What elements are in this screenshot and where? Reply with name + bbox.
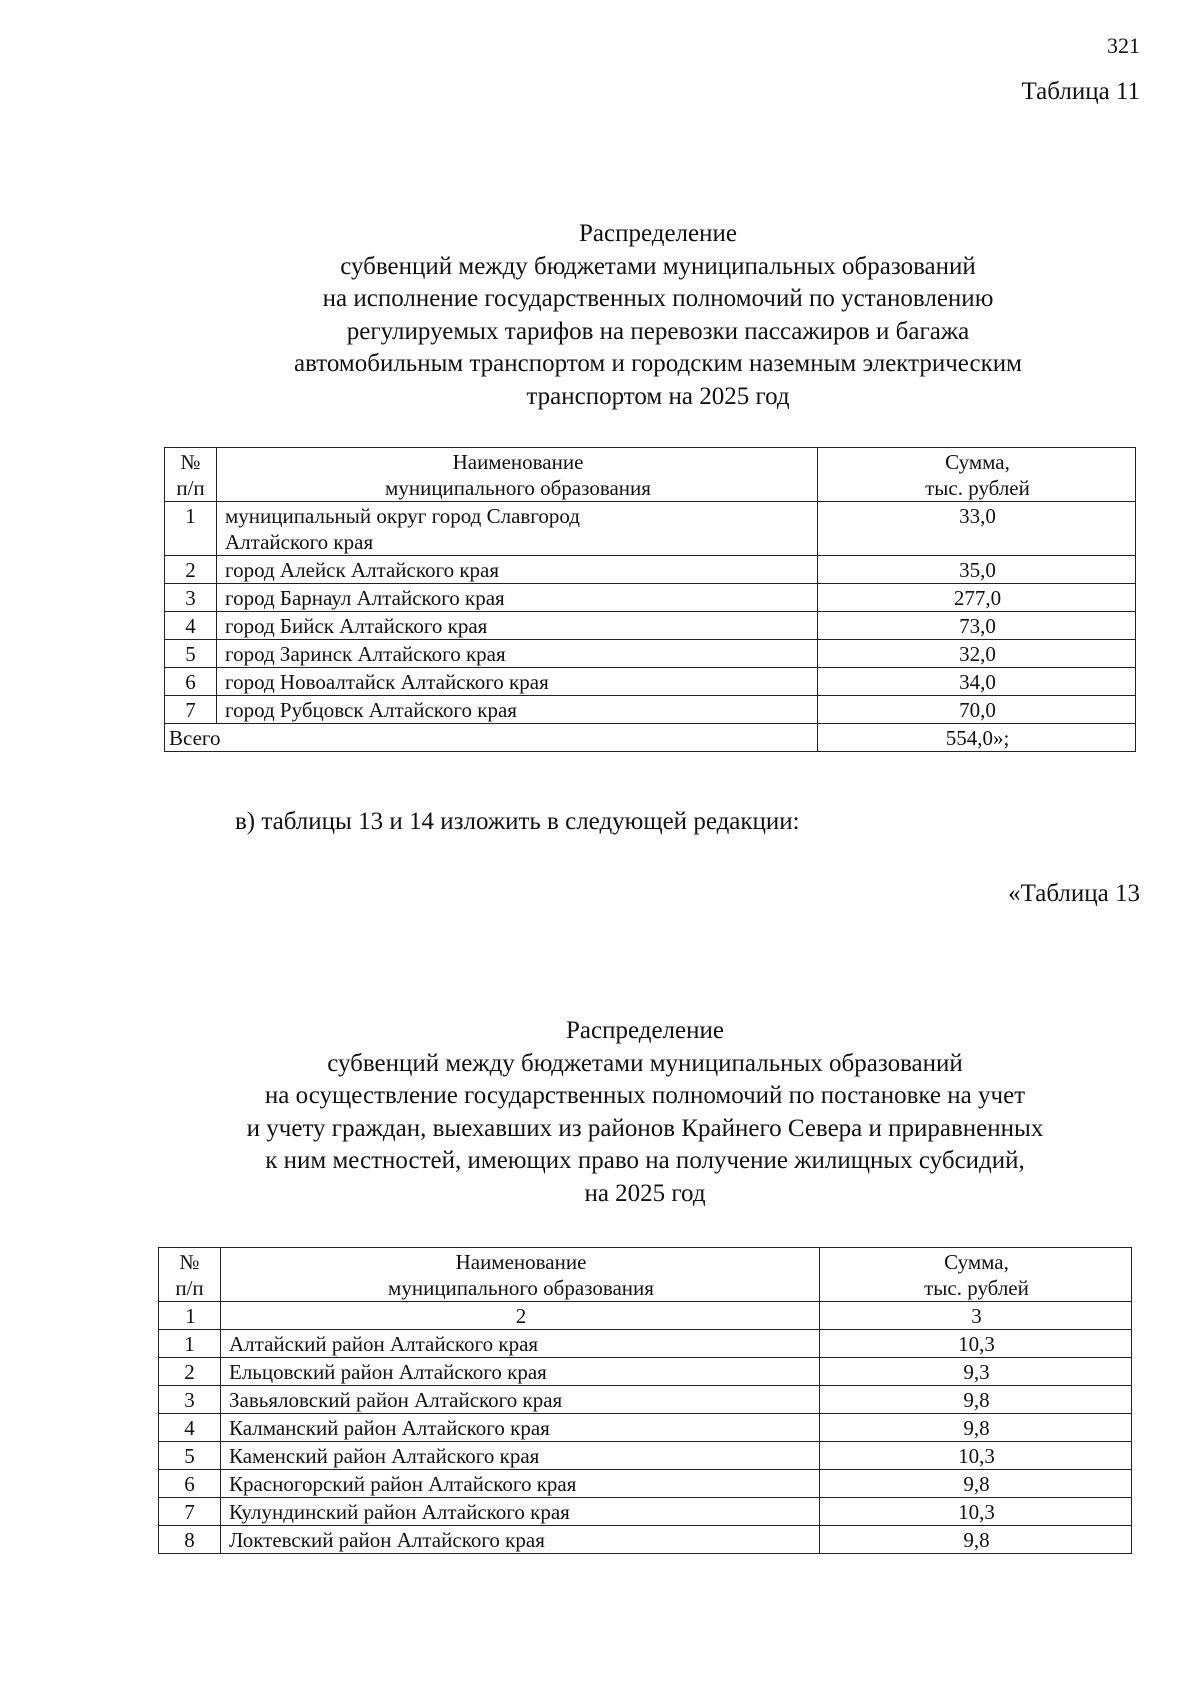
row-name-line: город Рубцовск Алтайского края	[225, 698, 517, 722]
row-name-line: Завьяловский район Алтайского края	[229, 1388, 563, 1412]
header-line: №	[180, 450, 201, 474]
title-line: регулируемых тарифов на перевозки пассажиров и багажа	[346, 317, 970, 345]
row-number: 3	[159, 1386, 221, 1414]
row-name	[217, 502, 818, 556]
header-name	[217, 448, 818, 502]
row-name-line: Кулундинский район Алтайского края	[229, 1500, 570, 1524]
row-number: 6	[165, 668, 217, 696]
row-sum: 10,3	[820, 1330, 1132, 1358]
row-name-line: Каменский район Алтайского края	[229, 1444, 540, 1468]
amendment-text: в) таблицы 13 и 14 изложить в следующей редакции:	[235, 808, 800, 835]
title-line: и учету граждан, выехавших из районов Крайнего Севера и приравненных	[246, 1114, 1044, 1142]
row-sum: 10,3	[820, 1442, 1132, 1470]
title-line: субвенций между бюджетами муниципальных образований	[327, 1049, 963, 1077]
row-sum: 9,8	[820, 1470, 1132, 1498]
row-name	[221, 1470, 820, 1498]
row-number: 3	[165, 584, 217, 612]
row-number: 7	[165, 696, 217, 724]
table-row	[165, 612, 1136, 640]
row-sum: 73,0	[818, 612, 1136, 640]
row-sum: 70,0	[818, 696, 1136, 724]
table-row	[165, 668, 1136, 696]
row-sum: 9,8	[820, 1526, 1132, 1554]
row-number: 7	[159, 1498, 221, 1526]
column-number: 3	[820, 1302, 1132, 1330]
table-11-title	[168, 218, 1148, 413]
title-line: на осуществление государственных полномочий по постановке на учет	[264, 1082, 1026, 1109]
column-number-row	[159, 1302, 1132, 1330]
row-name-line: город Заринск Алтайского края	[225, 642, 506, 666]
row-name-line: муниципальный округ город Славгород	[225, 504, 580, 528]
row-name-line: Алтайского края	[225, 530, 374, 554]
column-number: 2	[221, 1302, 820, 1330]
row-sum: 35,0	[818, 556, 1136, 584]
title-line: Распределение	[566, 1017, 724, 1044]
header-line: муниципального образования	[388, 1276, 654, 1300]
header-line: муниципального образования	[385, 476, 651, 500]
row-number: 1	[159, 1330, 221, 1358]
header-line: Сумма,	[944, 1250, 1009, 1274]
table-row	[159, 1414, 1132, 1442]
row-name-line: Калманский район Алтайского края	[229, 1416, 550, 1440]
title-line: автомобильным транспортом и городским наземным электрическим	[294, 350, 1022, 377]
row-sum: 33,0	[818, 502, 1136, 556]
row-name-line: Ельцовский район Алтайского края	[229, 1360, 547, 1384]
row-number: 1	[165, 502, 217, 556]
title-line: на исполнение государственных полномочий по установлению	[322, 285, 994, 312]
row-name	[221, 1526, 820, 1554]
total-label: Всего	[165, 724, 818, 752]
row-name	[221, 1330, 820, 1358]
title-line: на 2025 год	[584, 1179, 706, 1207]
table-row	[159, 1526, 1132, 1554]
row-name	[217, 640, 818, 668]
table-row	[165, 502, 1136, 556]
header-line: тыс. рублей	[925, 476, 1030, 500]
header-row	[159, 1248, 1132, 1302]
table-row	[159, 1498, 1132, 1526]
header-line: п/п	[175, 1276, 204, 1300]
title-line: субвенций между бюджетами муниципальных образований	[340, 252, 976, 280]
row-number: 2	[165, 556, 217, 584]
row-name-line: Локтевский район Алтайского края	[229, 1528, 545, 1552]
row-number: 2	[159, 1358, 221, 1386]
row-name-line: город Алейск Алтайского края	[225, 558, 500, 582]
table-row	[159, 1386, 1132, 1414]
table-row	[165, 696, 1136, 724]
row-name	[217, 668, 818, 696]
title-line: к ним местностей, имеющих право на получение жилищных субсидий,	[265, 1147, 1025, 1174]
header-row	[165, 448, 1136, 502]
header-line: п/п	[176, 476, 205, 500]
row-name-line: город Барнаул Алтайского края	[225, 586, 505, 610]
row-number: 4	[165, 612, 217, 640]
row-number: 6	[159, 1470, 221, 1498]
row-name	[217, 584, 818, 612]
row-sum: 10,3	[820, 1498, 1132, 1526]
row-sum: 9,3	[820, 1358, 1132, 1386]
row-sum: 9,8	[820, 1386, 1132, 1414]
header-line: тыс. рублей	[924, 1276, 1029, 1300]
table-row	[159, 1358, 1132, 1386]
row-name	[217, 612, 818, 640]
row-number: 8	[159, 1526, 221, 1554]
total-sum: 554,0»;	[818, 724, 1136, 752]
table-11	[164, 447, 1136, 752]
title-line: Распределение	[579, 220, 737, 247]
page-number: 321	[1107, 33, 1140, 58]
row-name	[221, 1442, 820, 1470]
title-line: транспортом на 2025 год	[526, 382, 790, 410]
table-row	[159, 1442, 1132, 1470]
row-name	[221, 1498, 820, 1526]
row-sum: 32,0	[818, 640, 1136, 668]
table-row	[165, 556, 1136, 584]
row-name-line: Красногорский район Алтайского края	[229, 1472, 577, 1496]
column-number: 1	[159, 1302, 221, 1330]
header-line: №	[179, 1250, 200, 1274]
header-number	[165, 448, 217, 502]
table-11-label: Таблица 11	[1021, 78, 1140, 105]
row-name	[221, 1414, 820, 1442]
table-row	[165, 640, 1136, 668]
row-name	[217, 556, 818, 584]
row-number: 5	[165, 640, 217, 668]
total-row	[165, 724, 1136, 752]
header-line: Наименование	[455, 1250, 587, 1274]
row-sum: 277,0	[818, 584, 1136, 612]
row-name	[221, 1358, 820, 1386]
header-sum	[820, 1248, 1132, 1302]
row-number: 4	[159, 1414, 221, 1442]
row-sum: 34,0	[818, 668, 1136, 696]
table-row	[159, 1330, 1132, 1358]
row-name-line: город Бийск Алтайского края	[225, 614, 488, 638]
row-name-line: город Новоалтайск Алтайского края	[225, 670, 549, 694]
header-name	[221, 1248, 820, 1302]
row-name-line: Алтайский район Алтайского края	[229, 1332, 539, 1356]
table-13	[158, 1247, 1132, 1554]
table-13-label: «Таблица 13	[1008, 880, 1140, 907]
header-line: Наименование	[452, 450, 584, 474]
row-name	[217, 696, 818, 724]
header-line: Сумма,	[945, 450, 1010, 474]
row-name	[221, 1386, 820, 1414]
header-number	[159, 1248, 221, 1302]
row-sum: 9,8	[820, 1414, 1132, 1442]
table-13-title	[150, 1015, 1140, 1210]
row-number: 5	[159, 1442, 221, 1470]
table-row	[159, 1470, 1132, 1498]
header-sum	[818, 448, 1136, 502]
table-row	[165, 584, 1136, 612]
